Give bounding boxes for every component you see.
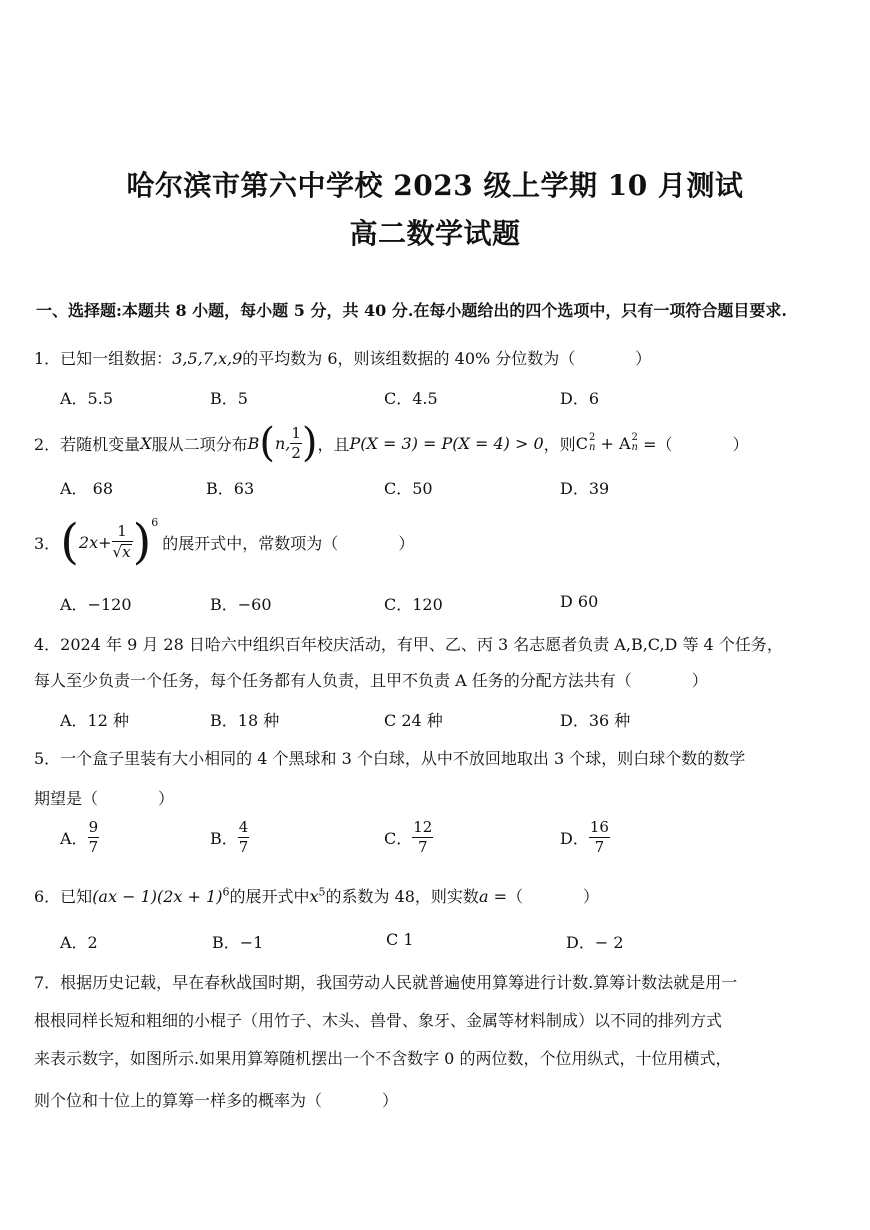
q2-a-sup: 2 xyxy=(631,432,638,443)
q4-option-b: B．18 种 xyxy=(210,711,280,730)
question-3 xyxy=(34,514,414,570)
q5-option-a-frac xyxy=(88,820,100,855)
q5-option-d-frac xyxy=(589,820,610,855)
section-heading: 一、选择题:本题共 8 小题，每小题 5 分，共 40 分.在每小题给出的四个选项中，只有一项符合题目要求. xyxy=(36,301,788,320)
q2-c-sup: 2 xyxy=(588,432,596,443)
q3-fraction xyxy=(112,524,133,560)
q2-expr-plus: + xyxy=(595,433,619,453)
q5-c-den: 7 xyxy=(418,838,428,856)
question-6 xyxy=(34,884,599,907)
q1-stem2: 的平均数为 6，则该组数据的 40% 分位数为（ xyxy=(242,349,576,368)
q5-option-d xyxy=(560,820,610,855)
q7-line-4-wrap xyxy=(34,1088,398,1111)
q4-line-2-wrap xyxy=(34,668,708,691)
exam-subtitle: 高二数学试题 xyxy=(349,217,521,250)
q5-option-c xyxy=(384,820,433,855)
q2-stem: 2．若随机变量 xyxy=(34,434,141,454)
q2-fraction xyxy=(290,423,302,462)
q5-b-den: 7 xyxy=(238,838,249,856)
q4-close: ） xyxy=(691,671,708,690)
q2-binom-n: n, xyxy=(274,433,291,453)
q6-exp: 6 xyxy=(222,885,230,899)
q4-option-d: D．36 种 xyxy=(560,711,631,730)
q2-binom-b: B xyxy=(247,433,260,453)
q7-line-1: 7．根据历史记载，早在春秋战国时期，我国劳动人民就普遍使用算筹进行计数.算筹计数法就是用一 xyxy=(34,973,738,992)
q6-close: ） xyxy=(582,887,599,906)
q5-d-num: 16 xyxy=(589,818,609,836)
q6-stem3: 的系数为 48，则实数 xyxy=(325,887,479,906)
q6-expr: (ax − 1)(2x + 1) xyxy=(92,887,223,906)
q3-option-c: C．120 xyxy=(384,595,443,614)
q2-option-c: C．50 xyxy=(384,479,433,498)
q7-close: ） xyxy=(382,1091,399,1110)
exam-title: 哈尔滨市第六中学校 2023 级上学期 10 月测试 xyxy=(126,169,744,202)
q6-option-c: C 1 xyxy=(386,930,414,949)
q3-2x: 2x xyxy=(78,532,99,552)
q6-term: x xyxy=(309,887,319,906)
q2-option-d: D．39 xyxy=(560,479,610,498)
q5-option-c-frac xyxy=(412,820,433,855)
q2-option-b: B．63 xyxy=(206,479,255,498)
q6-option-b: B．−1 xyxy=(212,933,264,952)
q2-a-sub: n xyxy=(631,442,638,453)
question-1 xyxy=(34,346,651,369)
q5-line-2: 期望是（ xyxy=(34,789,99,808)
q4-line-2: 每人至少负责一个任务，每个任务都有人负责，且甲不负责 A 任务的分配方法共有（ xyxy=(34,671,632,690)
q1-data: 3,5,7,x,9 xyxy=(172,349,243,368)
q3-option-a: A．−120 xyxy=(60,595,132,614)
q5-a-den: 7 xyxy=(88,838,99,856)
q1-option-d: D．6 xyxy=(560,389,600,408)
q4-option-a: A．12 种 xyxy=(60,711,130,730)
q7-line-3: 来表示数字，如图所示.如果用算筹随机摆出一个不含数字 0 的两位数，个位用纵式，十位用横式， xyxy=(34,1049,732,1068)
q2-stem3: ，且 xyxy=(317,434,350,454)
q6-stem4: =（ xyxy=(488,887,523,906)
q3-frac-den xyxy=(112,542,133,560)
q5-b-num: 4 xyxy=(238,818,249,836)
q2-option-a: A． 68 xyxy=(60,479,114,498)
q5-option-d-label: D． xyxy=(560,829,589,848)
q2-expr-c: C xyxy=(575,433,588,453)
q3-plus: + xyxy=(98,532,112,552)
q7-line-4: 则个位和十位上的算筹一样多的概率为（ xyxy=(34,1091,323,1110)
q1-option-a: A．5.5 xyxy=(60,389,114,408)
q3-option-b: B．−60 xyxy=(210,595,272,614)
q4-option-c: C 24 种 xyxy=(384,711,443,730)
q3-close: ） xyxy=(398,533,415,553)
q1-option-b: B．5 xyxy=(210,389,248,408)
q2-expr-a: A xyxy=(618,433,631,453)
q5-c-num: 12 xyxy=(413,818,433,836)
q2-stem2: 服从二项分布 xyxy=(151,434,248,454)
q5-line-1: 5．一个盒子里装有大小相同的 4 个黑球和 3 个白球，从中不放回地取出 3 个球，则白球个数的数学 xyxy=(34,749,746,768)
q2-frac-den: 2 xyxy=(291,443,301,462)
q3-frac-num: 1 xyxy=(112,524,133,542)
q2-right-paren: ) xyxy=(301,420,318,466)
q3-right-paren: ) xyxy=(132,514,152,570)
q1-stem: 1．已知一组数据： xyxy=(34,349,173,368)
q3-sqrt-radicand: x xyxy=(122,543,131,561)
q5-option-c-label: C． xyxy=(384,829,413,848)
q4-line-1: 4．2024 年 9 月 28 日哈六中组织百年校庆活动，有甲、乙、丙 3 名志愿者负责 A,B,C,D 等 4 个任务， xyxy=(34,635,783,654)
q5-option-a xyxy=(60,820,99,855)
q5-option-b-frac xyxy=(238,820,250,855)
q1-option-c: C．4.5 xyxy=(384,389,438,408)
q2-c-sub: n xyxy=(588,442,596,453)
q2-stem5: =（ xyxy=(637,434,673,454)
q6-stem: 6．已知 xyxy=(34,887,93,906)
q2-frac-num: 1 xyxy=(291,423,301,442)
q5-d-den: 7 xyxy=(594,838,605,856)
q6-term-exp: 5 xyxy=(318,885,326,899)
q3-sqrt-sign: √ xyxy=(112,543,123,561)
q5-a-num: 9 xyxy=(88,818,99,836)
q2-condition: P(X = 3) = P(X = 4) > 0 xyxy=(349,433,544,453)
q5-option-b-label: B． xyxy=(210,829,238,848)
q6-option-a: A．2 xyxy=(60,933,98,952)
question-2 xyxy=(34,420,749,466)
q2-stem4: ，则 xyxy=(543,434,576,454)
q1-close: ） xyxy=(635,349,652,368)
q5-line-2-wrap xyxy=(34,786,174,809)
q7-line-2: 根根同样长短和粗细的小棍子（用竹子、木头、兽骨、象牙、金属等材料制成）以不同的排列方式 xyxy=(34,1011,723,1030)
q3-stem: 的展开式中，常数项为（ xyxy=(162,533,339,553)
q6-var: a xyxy=(478,887,489,906)
q5-close: ） xyxy=(158,789,175,808)
q2-var: X xyxy=(140,433,152,453)
q6-stem2: 的展开式中 xyxy=(229,887,310,906)
q3-label: 3． xyxy=(34,533,61,553)
q3-left-paren: ( xyxy=(60,514,79,570)
q6-option-d: D．− 2 xyxy=(566,933,624,952)
q5-option-b xyxy=(210,820,249,855)
q2-close: ） xyxy=(732,434,749,454)
q2-left-paren: ( xyxy=(259,420,275,466)
q3-exponent: 6 xyxy=(151,516,159,529)
q5-option-a-label: A． xyxy=(60,829,88,848)
q3-option-d: D 60 xyxy=(560,592,599,611)
